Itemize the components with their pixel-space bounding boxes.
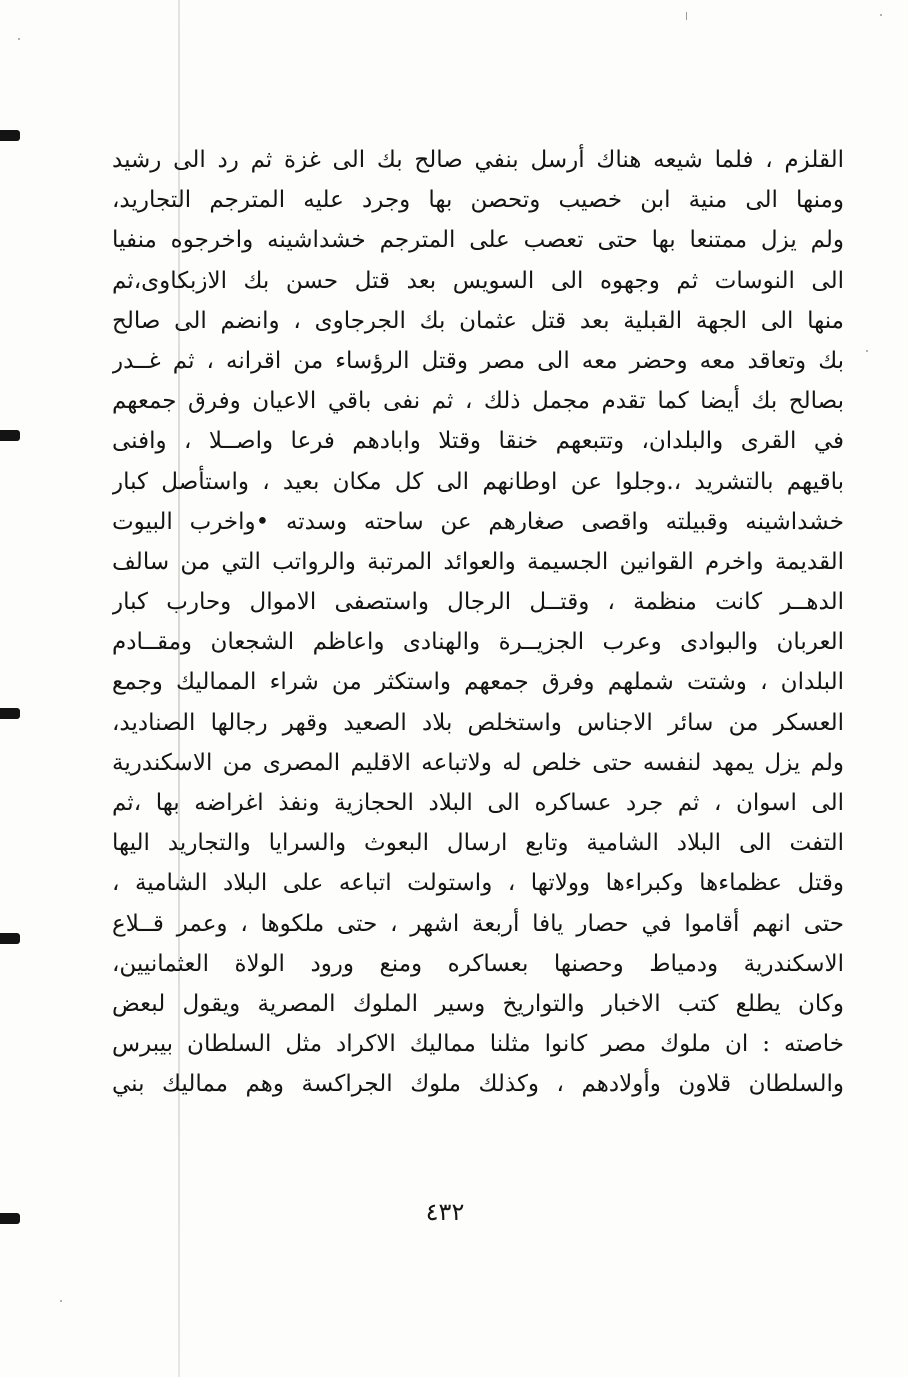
body-text: [112, 140, 844, 1105]
text-line: البلدان ، وشتت شملهم وفرق جمعهم واستكثر من شراء المماليك وجمع: [112, 669, 844, 696]
scan-speck: [18, 38, 20, 40]
binding-mark: [0, 708, 20, 719]
binding-mark: [0, 933, 20, 944]
text-line: القلزم ، فلما شيعه هناك أرسل بنفي صالح بك الى غزة ثم رد الى رشيد: [112, 147, 844, 173]
binding-mark: [0, 1213, 20, 1224]
text-line: بك وتعاقد معه وحضر معه الى مصر وقتل الرؤساء من اقرانه ، ثم غــدر: [112, 347, 844, 374]
text-line: الى النوسات ثم وجهوه الى السويس بعد قتل حسن بك الازبكاوى،ثم: [112, 267, 844, 294]
page-number: ٤٣٢: [425, 1198, 465, 1226]
binding-mark: [0, 130, 20, 141]
text-line: العربان والبوادى وعرب الجزيــرة والهنادى واعاظم الشجعان ومقــادم: [112, 629, 844, 656]
scan-speck: [866, 350, 868, 352]
text-line: ولم يزل ممتنعا بها حتى تعصب على المترجم خشداشينه واخرجوه منفيا: [112, 227, 844, 254]
text-line: بصالح بك أيضا كما تقدم مجمل ذلك ، ثم نفى باقي الاعيان وفرق جمعهم: [112, 388, 844, 415]
scan-speck: [686, 12, 687, 20]
text-line: الدهــر كانت منظمة ، وقتــل الرجال واستصفى الاموال وحارب كبار: [112, 589, 844, 616]
text-line: باقيهم بالتشريد ،.وجلوا عن اوطانهم الى كل مكان بعيد ، واستأصل كبار: [112, 468, 844, 495]
text-line: الاسكندرية ودمياط وحصنها بعساكره ومنع ورود الولاة العثمانيين،: [112, 950, 844, 977]
text-line: خشداشينه وقبيلته واقصى صغارهم عن ساحته وسدته •واخرب البيوت: [112, 508, 844, 535]
text-line: منها الى الجهة القبلية بعد قتل عثمان بك الجرجاوى ، وانضم الى صالح: [112, 307, 844, 334]
text-line: حتى انهم أقاموا في حصار يافا أربعة اشهر ، حتى ملكوها ، وعمر قــلاع: [112, 910, 844, 937]
text-line: وقتل عظماءها وكبراءها وولاتها ، واستولت اتباعه على البلاد الشامية ،: [112, 870, 844, 897]
text-line: التفت الى البلاد الشامية وتابع ارسال البعوث والسرايا والتجاريد اليها: [112, 830, 844, 857]
text-line: القديمة واخرم القوانين الجسيمة والعوائد المرتبة والرواتب التي من سالف: [112, 548, 844, 575]
scan-speck: [880, 14, 882, 16]
text-line: وكان يطلع كتب الاخبار والتواريخ وسير الملوك المصرية ويقول لبعض: [112, 990, 844, 1017]
text-line: ولم يزل يمهد لنفسه حتى خلص له ولاتباعه الاقليم المصرى من الاسكندرية: [112, 749, 844, 776]
scan-speck: [60, 1300, 62, 1302]
binding-mark: [0, 430, 20, 441]
text-line: خاصته : ان ملوك مصر كانوا مثلنا مماليك الاكراد مثل السلطان بيبرس: [112, 1031, 844, 1058]
text-line: والسلطان قلاون وأولادهم ، وكذلك ملوك الجراكسة وهم مماليك بني: [112, 1071, 844, 1098]
text-line: العسكر من سائر الاجناس واستخلص بلاد الصعيد وقهر رجالها الصناديد،: [112, 709, 844, 736]
text-line: ومنها الى منية ابن خصيب وتحصن بها وجرد عليه المترجم التجاريد،: [112, 187, 844, 214]
text-line: في القرى والبلدان، وتتبعهم خنقا وقتلا وابادهم فرعا واصــلا ، وافنى: [112, 428, 844, 455]
text-line: الى اسوان ، ثم جرد عساكره الى البلاد الحجازية ونفذ اغراضه بها ،ثم: [112, 790, 844, 816]
